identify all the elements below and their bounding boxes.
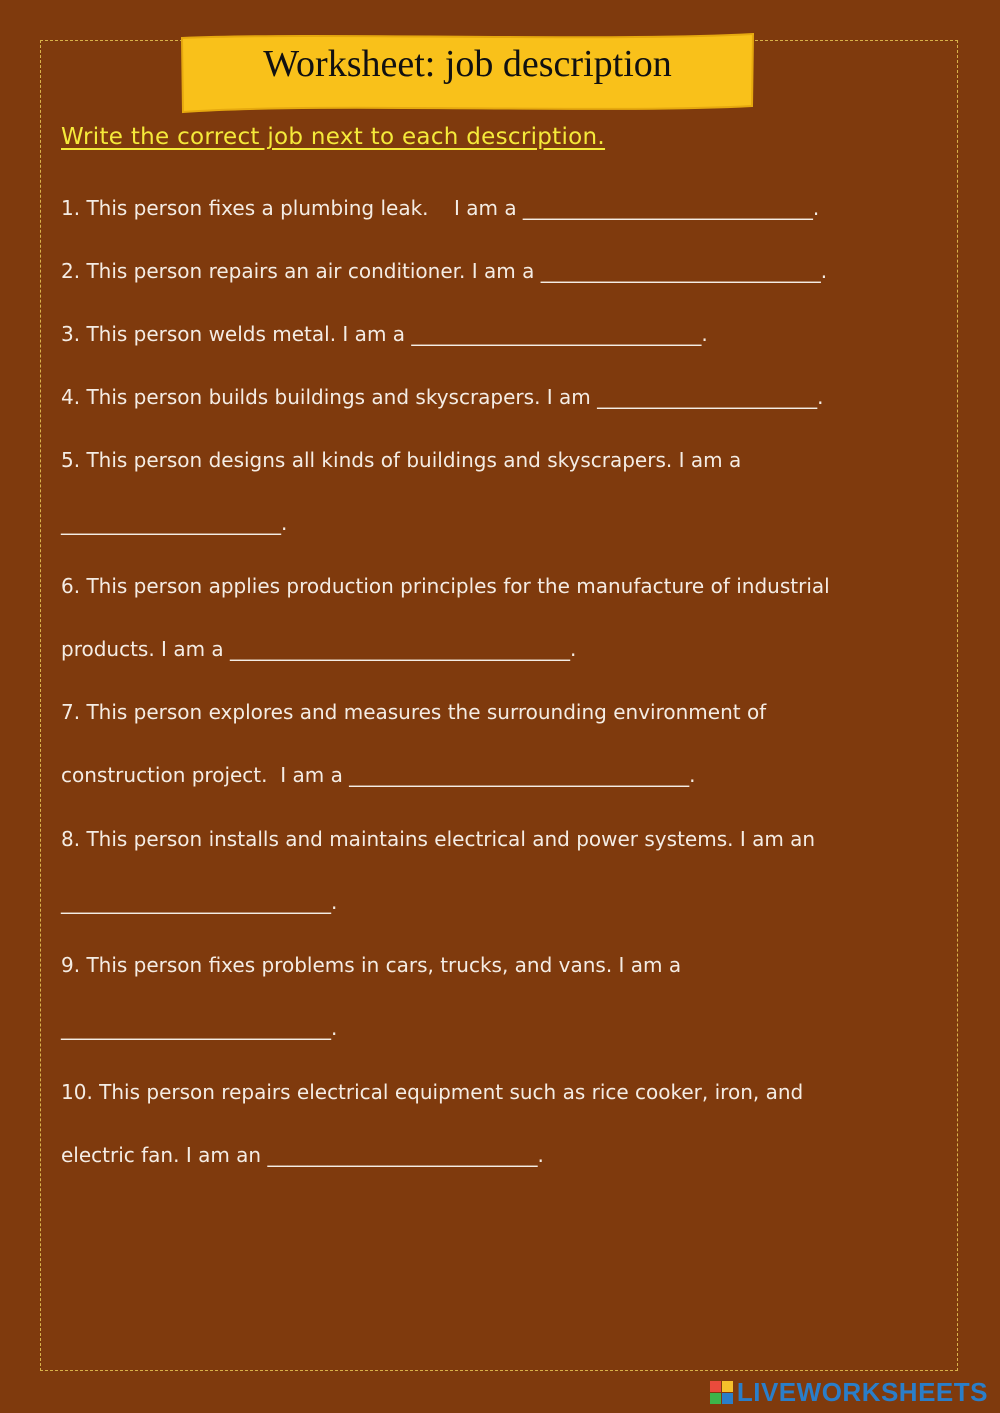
question-line: construction project. I am a __________________________________.: [61, 763, 696, 787]
answer-line: ___________________________.: [61, 890, 338, 914]
liveworksheets-logo-icon: [710, 1381, 733, 1404]
question-line: 7. This person explores and measures the surrounding environment of: [61, 700, 767, 724]
page-title: Worksheet: job description: [263, 43, 672, 85]
instruction-text: Write the correct job next to each description.: [61, 124, 606, 150]
question-line: electric fan. I am an ___________________________.: [61, 1143, 544, 1167]
brand-name: LIVEWORKSHEETS: [736, 1377, 988, 1407]
answer-line: ______________________.: [61, 511, 288, 535]
question-line: 9. This person fixes problems in cars, trucks, and vans. I am a: [61, 953, 682, 977]
liveworksheets-brand: [710, 1377, 988, 1408]
title-banner: [180, 32, 755, 114]
question-line: 5. This person designs all kinds of buildings and skyscrapers. I am a: [61, 448, 742, 472]
question-line: 10. This person repairs electrical equipment such as rice cooker, iron, and: [61, 1080, 804, 1104]
question-line: 1. This person fixes a plumbing leak. I am a _____________________________.: [61, 196, 820, 220]
question-line: 8. This person installs and maintains electrical and power systems. I am an: [61, 827, 816, 851]
question-line: products. I am a __________________________________.: [61, 637, 577, 661]
question-line: 3. This person welds metal. I am a _____________________________.: [61, 322, 708, 346]
question-line: 4. This person builds buildings and skyscrapers. I am ______________________.: [61, 385, 824, 409]
answer-line: ___________________________.: [61, 1016, 338, 1040]
question-line: 2. This person repairs an air conditioner. I am a ____________________________.: [61, 259, 828, 283]
question-line: 6. This person applies production principles for the manufacture of industrial: [61, 574, 830, 598]
